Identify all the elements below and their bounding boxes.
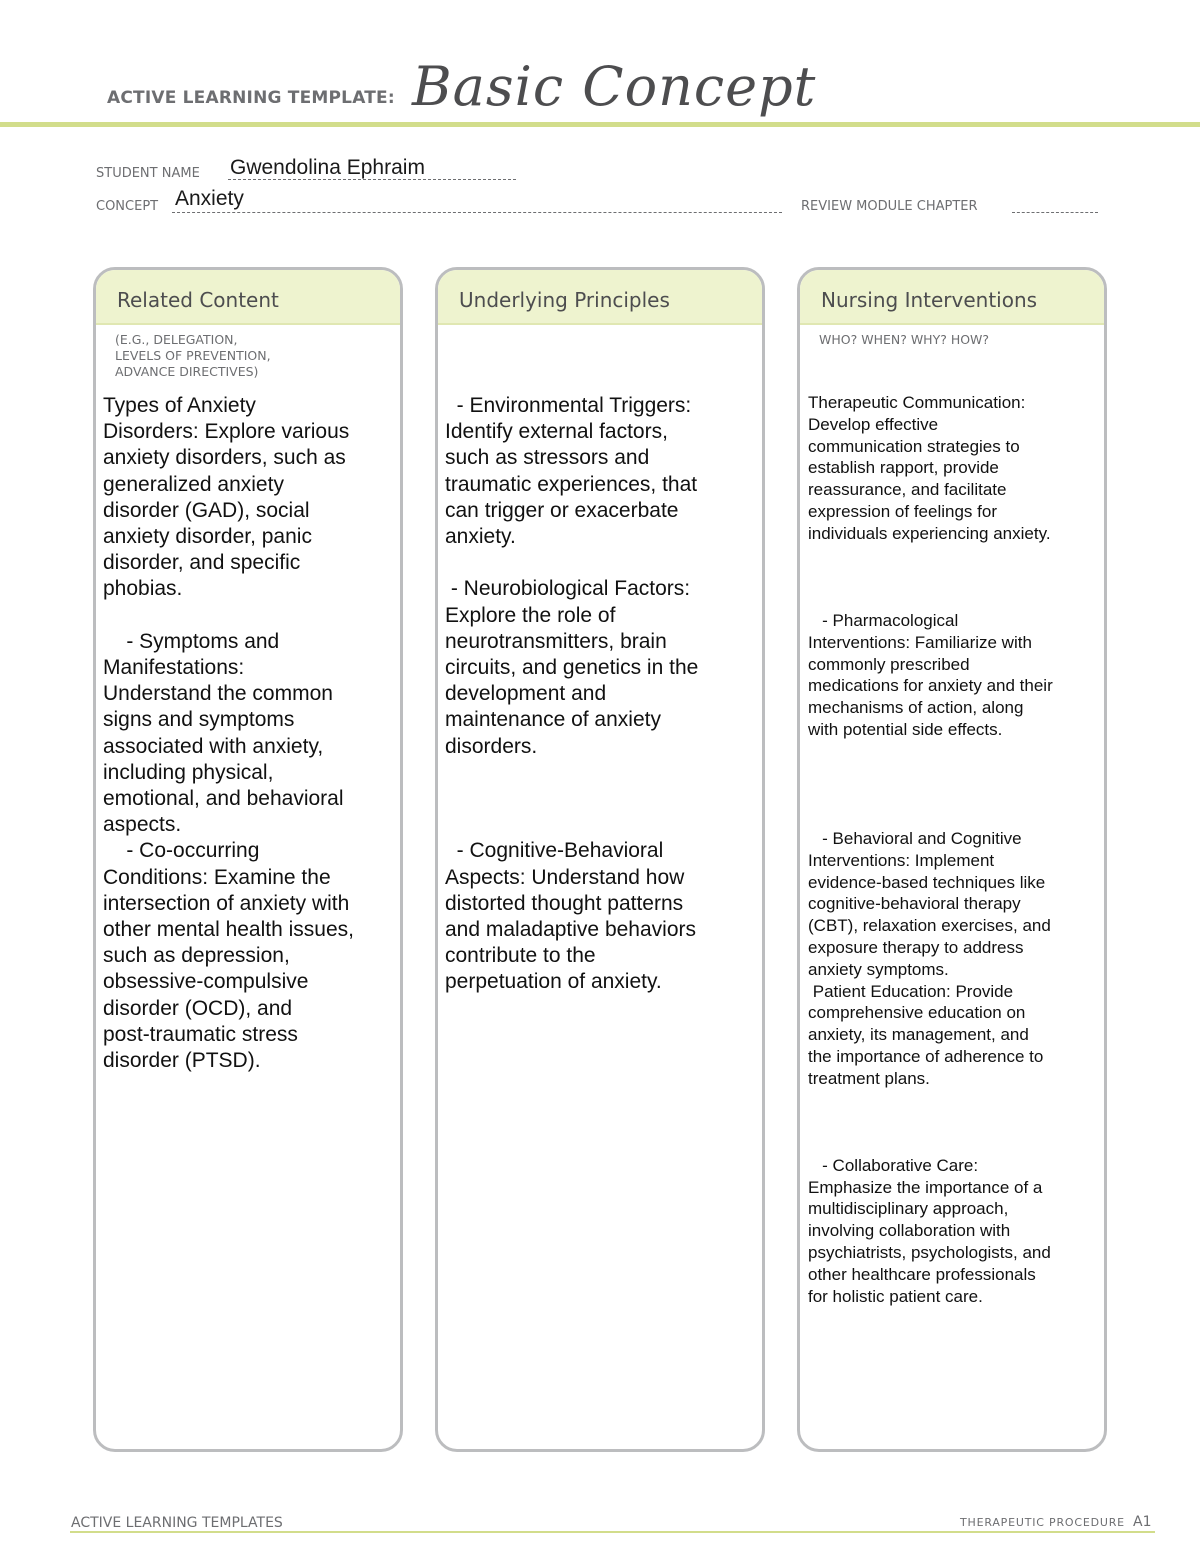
underlying-principles-text[interactable]: - Environmental Triggers: Identify external factors, such as stressors and traumatic experiences, that can trigger or exacerbate anxiety. - Neurobiological Factors: Explore the role of neurotransmitters, brain circuits, and genetics in the development and maintenance of anxiety disorders. - Cognitive-Behavioral Aspects: Understand how distorted thought patterns and maladaptive behaviors contribute to the perpetuation of anxiety. <box>445 394 699 994</box>
nursing-interventions-hint: WHO? WHEN? WHY? HOW? <box>819 332 990 347</box>
header-divider <box>0 122 1200 127</box>
footer-divider <box>70 1531 1155 1533</box>
underlying-principles-card <box>435 267 765 1452</box>
student-name-field[interactable]: Gwendolina Ephraim <box>230 156 425 179</box>
student-name-label: STUDENT NAME <box>96 166 200 181</box>
footer-code: A1 <box>1133 1514 1152 1530</box>
underlying-principles-header <box>438 270 762 325</box>
concept-field[interactable]: Anxiety <box>175 187 244 210</box>
concept-underline <box>172 212 782 213</box>
footer-procedure: THERAPEUTIC PROCEDURE <box>960 1516 1125 1529</box>
related-content-hint: (E.G., DELEGATION, LEVELS OF PREVENTION, ADVANCE DIRECTIVES) <box>115 332 271 379</box>
related-content-header <box>96 270 400 325</box>
template-title: Basic Concept <box>412 55 817 118</box>
footer-label: ACTIVE LEARNING TEMPLATES <box>71 1515 283 1531</box>
concept-label: CONCEPT <box>96 199 159 214</box>
review-module-underline <box>1012 212 1098 213</box>
nursing-interventions-header <box>800 270 1104 325</box>
nursing-interventions-card <box>797 267 1107 1452</box>
nursing-interventions-text[interactable]: Therapeutic Communication: Develop effective communication strategies to establish rapport, provide reassurance, and facilitate expression of feelings for individuals experiencing anxiety. - Pharmacological Interventions: Familiarize with commonly prescribed medications for anxiety and their mechanisms of action, along with potential side effects. - Behavioral and Cognitive Interventions: Implement evidence-based techniques like cognitive-behavioral therapy (CBT), relaxation exercises, and exposure therapy to address anxiety symptoms. Patient Education: Provide comprehensive education on anxiety, its management, and the importance of adherence to treatment plans. - Collaborative Care: Emphasize the importance of a multidisciplinary approach, involving collaboration with psychiatrists, psychologists, and other healthcare professionals for holistic patient care. <box>808 393 1053 1306</box>
template-label: ACTIVE LEARNING TEMPLATE: <box>107 88 395 108</box>
review-module-label: REVIEW MODULE CHAPTER <box>801 199 978 214</box>
related-content-title: Related Content <box>117 288 279 312</box>
underlying-principles-title: Underlying Principles <box>459 288 670 312</box>
nursing-interventions-title: Nursing Interventions <box>821 288 1038 312</box>
related-content-text[interactable]: Types of Anxiety Disorders: Explore various anxiety disorders, such as generalized anxiety disorder (GAD), social anxiety disorder, panic disorder, and specific phobias. - Symptoms and Manifestations: Understand the common signs and symptoms associated with anxiety, including physical, emotional, and behavioral aspects. - Co-occurring Conditions: Examine the intersection of anxiety with other mental health issues, such as depression, obsessive-compulsive disorder (OCD), and post-traumatic stress disorder (PTSD). <box>103 394 354 1073</box>
related-content-card <box>93 267 403 1452</box>
